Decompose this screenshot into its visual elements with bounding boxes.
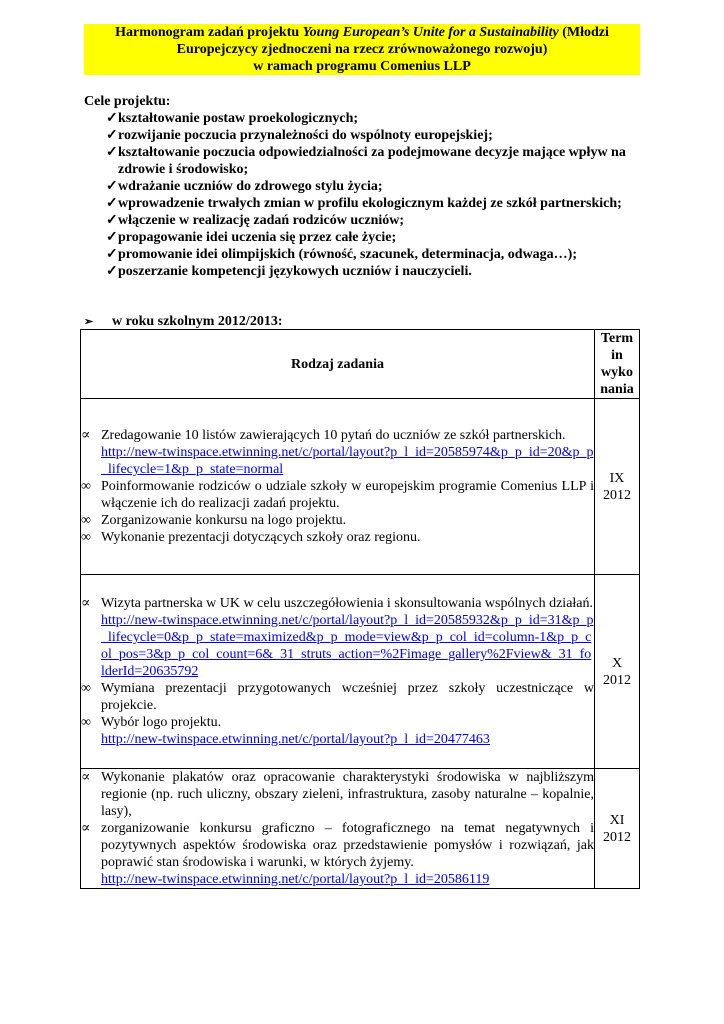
arrow-bullet-icon: ➢ [84,316,94,328]
goal-text: kształtowanie postaw proekologicznych; [118,111,359,126]
checkmark-icon: ✓ [106,196,118,211]
goal-item [84,246,644,263]
term-cell [595,769,640,889]
task-item: ∝ Wykonanie plakatów oraz opracowanie charakterystyki środowiska w najbliższym regionie (np. ruch uliczny, obszary zieleni, infrastruktura, zasoby naturalne – kopalnie, lasy), [81,770,594,819]
goal-item [84,110,644,127]
bullet-icon: ∝ [81,821,91,836]
goal-item [84,127,644,144]
task-item: ∞ Wymiana prezentacji przygotowanych wcześniej przez szkoły uczestniczące w projekcie. [81,681,594,713]
checkmark-icon: ✓ [106,179,118,194]
table-row [81,399,640,575]
task-link[interactable]: http://new-twinspace.etwinning.net/c/portal/layout?p_l_id=20586119 [101,872,490,887]
goal-text: wprowadzenie trwałych zmian w profilu ekologicznym każdej ze szkół partnerskich; [118,196,622,211]
task-link[interactable]: http://new-twinspace.etwinning.net/c/portal/layout?p_l_id=20585974&p_p_id=20&p_p_lifecycle=1&p_p_state=normal [101,445,594,477]
goals-section [84,93,644,280]
term-year: 2012 [603,487,631,503]
title-part2: (Młodzi Europejczycy zjednoczeni na rzecz zrównoważonego rozwoju) [176,25,609,57]
term-year: 2012 [603,829,631,845]
bullet-icon: ∝ [81,770,91,785]
checkmark-icon: ✓ [106,111,118,126]
checkmark-icon: ✓ [106,145,118,160]
checkmark-icon: ✓ [106,230,118,245]
header-term: Term in wyko nania [595,330,640,399]
checkmark-icon: ✓ [106,213,118,228]
task-item: ∞ Zorganizowanie konkursu na logo projektu. [81,513,347,528]
bullet-icon: ∝ [81,596,91,611]
bullet-icon: ∞ [81,681,91,696]
goal-text: promowanie idei olimpijskich (równość, szacunek, determinacja, odwaga…); [118,247,577,262]
bullet-icon: ∞ [81,479,91,494]
checkmark-icon: ✓ [106,247,118,262]
bullet-icon: ∝ [81,428,91,443]
task-cell [81,399,595,575]
title-part1: Harmonogram zadań projektu [115,25,303,40]
goal-text: wdrażanie uczniów do zdrowego stylu życia; [118,179,383,194]
term-month: XI [609,812,625,828]
table-row [81,575,640,769]
task-cell [81,769,595,889]
task-item: ∞ Wybór logo projektu. http://new-twinspace.etwinning.net/c/portal/layout?p_l_id=20477463 [81,715,490,747]
goal-text: propagowanie idei uczenia się przez całe życie; [118,230,397,245]
goal-text: poszerzanie kompetencji językowych uczniów i nauczycieli. [118,264,472,279]
goal-text: włączenie w realizację zadań rodziców uczniów; [118,213,405,228]
title-project-name: Young European’s Unite for a Sustainability [302,25,559,40]
title-line3: w ramach programu Comenius LLP [253,59,471,74]
goal-item [84,195,644,212]
task-item: ∝ zorganizowanie konkursu graficzno – fotograficznego na temat negatywnych i pozytywnych aspektów środowiska oraz przedstawienie pomysłów i rozwiązań, jak poprawić stan środowiska i warunki, w których żyjemy. http://new-twinspace.etwinning.net/c/portal/layout?p_l_id=20586119 [81,821,594,887]
checkmark-icon: ✓ [106,128,118,143]
schedule-table [80,329,640,889]
bullet-icon: ∞ [81,715,91,730]
task-link[interactable]: http://new-twinspace.etwinning.net/c/portal/layout?p_l_id=20477463 [101,732,490,747]
task-cell [81,575,595,769]
task-link[interactable]: http://new-twinspace.etwinning.net/c/portal/layout?p_l_id=20585932&p_p_id=31&p_p_lifecycle=0&p_p_state=maximized&p_p_mode=view&p_p_col_id=column-1&p_p_col_pos=3&p_p_col_count=6&_31_struts_action=%2Fimage_gallery%2Fview&_31_folderId=20635792 [101,613,594,679]
goal-text: rozwijanie poczucia przynależności do wspólnoty europejskiej; [118,128,493,143]
goal-item [84,263,644,280]
checkmark-icon: ✓ [106,264,118,279]
term-month: IX [609,470,625,486]
term-month: X [611,655,623,671]
task-item: ∝ Wizyta partnerska w UK w celu uszczegółowienia i skonsultowania wspólnych działań. http://new-twinspace.etwinning.net/c/portal/layout?p_l_id=20585932&p_p_id=31&p_p_lifecycle=0&p_p_state=maximized&p_p_mode=view&p_p_col_id=column-1&p_p_col_pos=3&p_p_col_count=6&_31_struts_action=%2Fimage_gallery%2Fview&_31_folderId=20635792 [81,596,594,679]
term-year: 2012 [603,672,631,688]
task-item: ∝ Zredagowanie 10 listów zawierających 10 pytań do uczniów ze szkół partnerskich. http://new-twinspace.etwinning.net/c/portal/layout?p_l_id=20585974&p_p_id=20&p_p_lifecycle=1&p_p_state=normal [81,428,594,477]
table-header-row [81,330,640,399]
task-item: ∞ Wykonanie prezentacji dotyczących szkoły oraz regionu. [81,530,421,545]
term-cell [595,399,640,575]
bullet-icon: ∞ [81,513,91,528]
table-row [81,769,640,889]
bullet-icon: ∞ [81,530,91,545]
goal-item [84,229,644,246]
document-title [84,24,640,75]
goal-text: kształtowanie poczucia odpowiedzialności za podejmowane decyzje mające wpływ na zdrowie i środowisko; [118,145,626,177]
school-year-text: w roku szkolnym 2012/2013: [112,314,283,329]
term-cell [595,575,640,769]
task-item: ∞ Poinformowanie rodziców o udziale szkoły w europejskim programie Comenius LLP i włączenie ich do realizacji zadań projektu. [81,479,594,511]
goals-heading: Cele projektu: [84,94,171,109]
goal-item [84,178,644,195]
goal-item [84,212,644,229]
goal-item [84,144,644,178]
header-task: Rodzaj zadania [81,330,595,399]
goals-list [84,110,644,280]
